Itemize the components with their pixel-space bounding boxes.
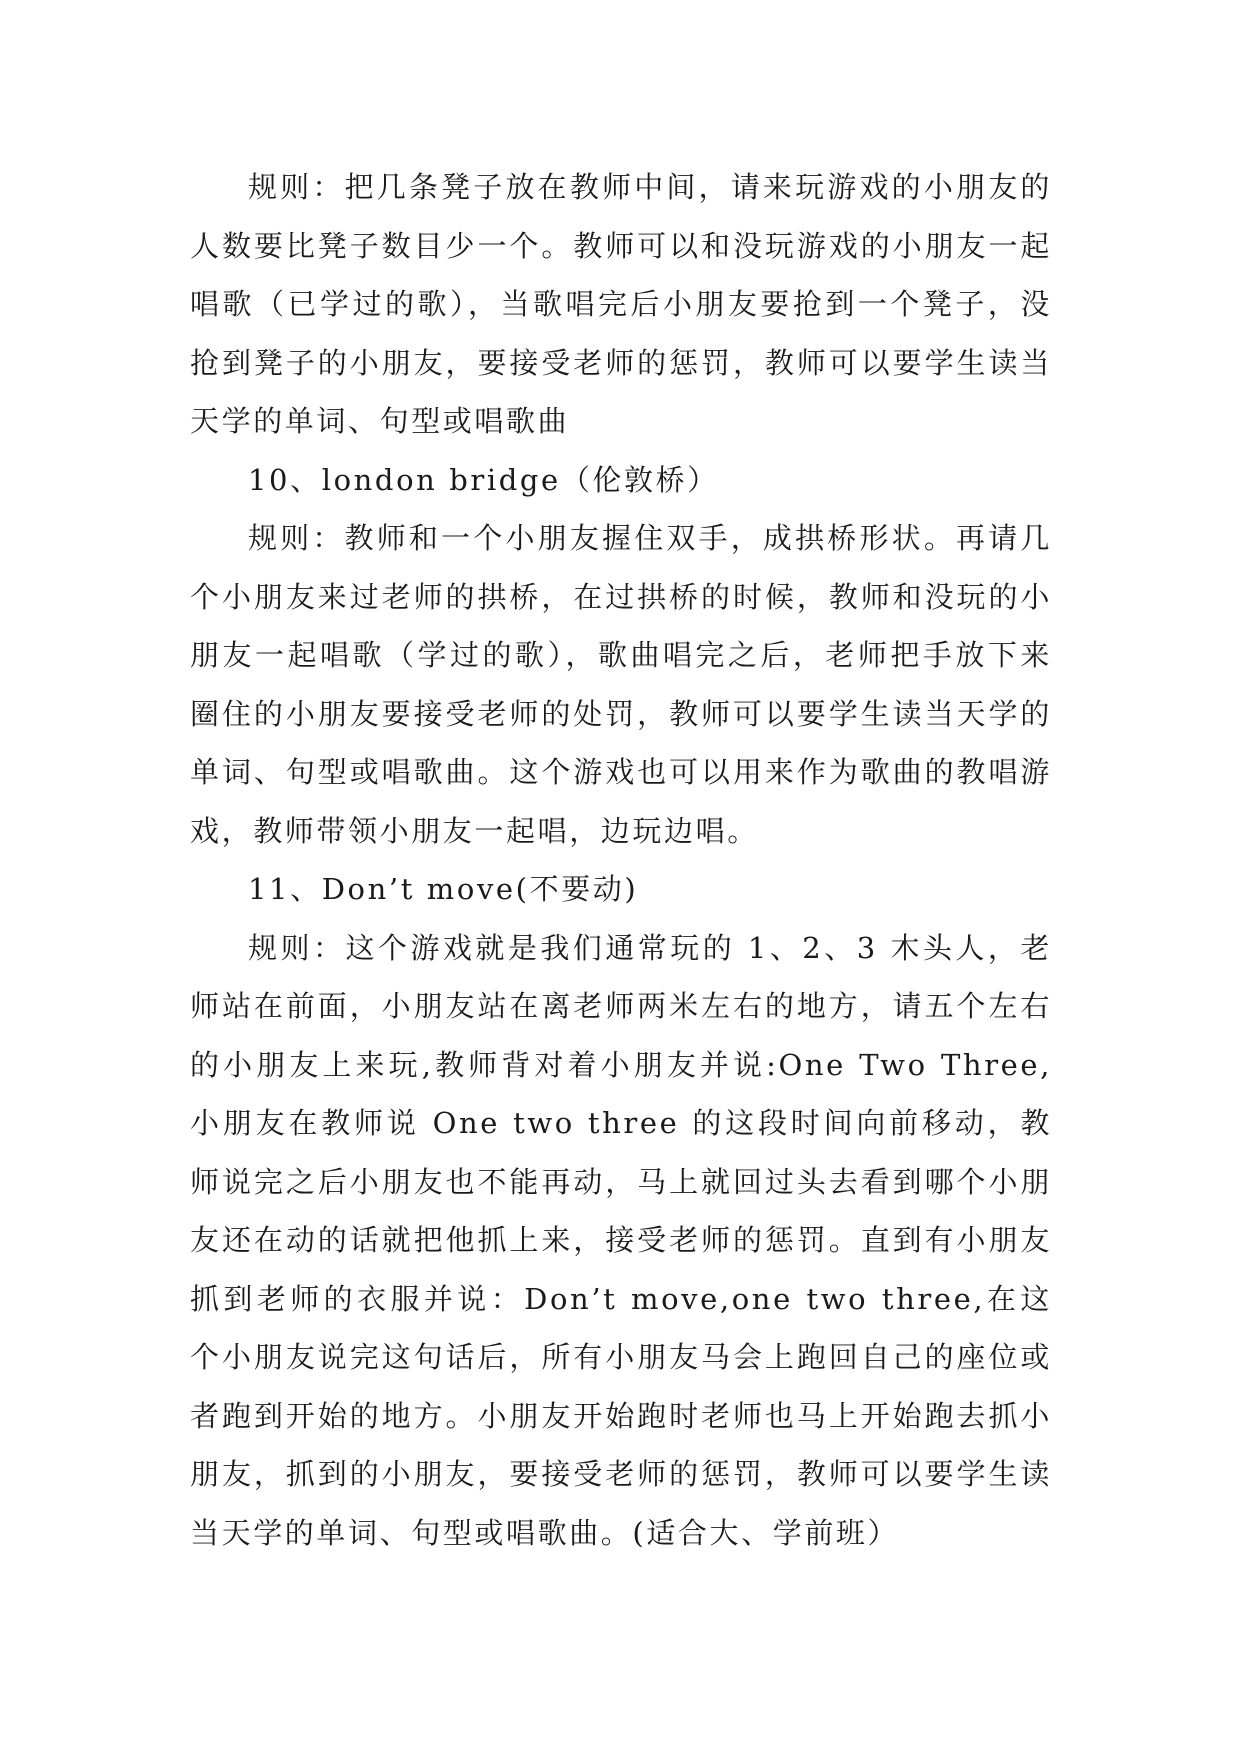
- game-heading-london-bridge: 10、london bridge（伦敦桥）: [248, 462, 719, 497]
- rule-paragraph-london-bridge: 规则：教师和一个小朋友握住双手，成拱桥形状。再请几个小朋友来过老师的拱桥，在过拱桥的时候，教师和没玩的小朋友一起唱歌（学过的歌），歌曲唱完之后，老师把手放下来圈住的小朋友要接受老师的处罚，教师可以要学生读当天学的单词、句型或唱歌曲。这个游戏也可以用来作为歌曲的教唱游戏，教师带领小朋友一起唱，边玩边唱。: [190, 521, 1052, 848]
- document-body: [190, 158, 1052, 1562]
- rule-paragraph-chairs: 规则：把几条凳子放在教师中间，请来玩游戏的小朋友的人数要比凳子数目少一个。教师可以和没玩游戏的小朋友一起唱歌（已学过的歌），当歌唱完后小朋友要抢到一个凳子，没抢到凳子的小朋友，要接受老师的惩罚，教师可以要学生读当天学的单词、句型或唱歌曲: [190, 170, 1052, 438]
- rule-paragraph-dont-move: 规则：这个游戏就是我们通常玩的 1、2、3 木头人，老师站在前面，小朋友站在离老师两米左右的地方，请五个左右的小朋友上来玩,教师背对着小朋友并说:One Two Three,小朋友在教师说 One two three 的这段时间向前移动，教师说完之后小朋友也不能再动，马上就回过头去看到哪个小朋友还在动的话就把他抓上来，接受老师的惩罚。直到有小朋友抓到老师的衣服并说：Don’t move,one two three,在这个小朋友说完这句话后，所有小朋友马会上跑回自己的座位或者跑到开始的地方。小朋友开始跑时老师也马上开始跑去抓小朋友，抓到的小朋友，要接受老师的惩罚，教师可以要学生读当天学的单词、句型或唱歌曲。(适合大、学前班）: [190, 930, 1052, 1550]
- game-heading-dont-move: 11、Don’t move(不要动): [248, 872, 639, 906]
